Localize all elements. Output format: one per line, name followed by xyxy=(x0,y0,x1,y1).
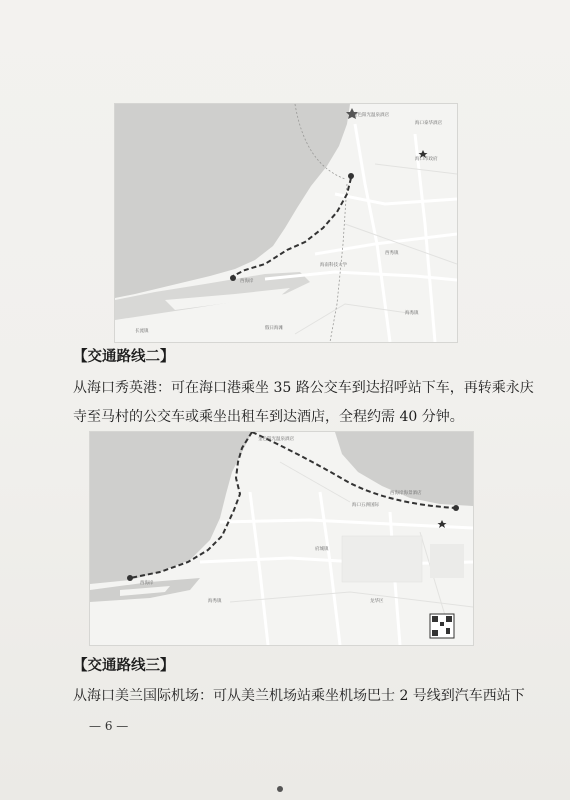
svg-text:海口市政府: 海口市政府 xyxy=(415,157,438,162)
route2-heading: 【交通路线二】 xyxy=(73,348,175,365)
svg-text:府城镇: 府城镇 xyxy=(315,547,329,552)
svg-text:金色阳光温泉酒店: 金色阳光温泉酒店 xyxy=(353,113,389,118)
svg-text:长流镇: 长流镇 xyxy=(135,329,149,334)
route-map-2 xyxy=(89,431,474,646)
svg-text:西海岸: 西海岸 xyxy=(140,581,154,586)
svg-text:海秀镇: 海秀镇 xyxy=(208,599,222,604)
svg-text:海南科技大学: 海南科技大学 xyxy=(320,263,347,268)
route3-heading: 【交通路线三】 xyxy=(73,657,175,674)
route-map-1-graphic xyxy=(115,104,457,342)
route3-text-line-1: 从海口美兰国际机场：可从美兰机场站乘坐机场巴士 2 号线到汽车西站下 xyxy=(73,688,525,704)
svg-text:假日海滩: 假日海滩 xyxy=(265,326,283,331)
route2-text-line-1: 从海口秀英港：可在海口港乘坐 35 路公交车到达招呼站下车，再转乘永庆 xyxy=(73,380,534,396)
page-dot xyxy=(277,786,283,792)
svg-text:海口泰华酒店: 海口泰华酒店 xyxy=(415,121,442,126)
svg-text:龙华区: 龙华区 xyxy=(370,599,384,604)
route2-text-line-2: 寺至马村的公交车或乘坐出租车到达酒店，全程约需 40 分钟。 xyxy=(73,409,464,425)
svg-text:西海岸海景酒店: 西海岸海景酒店 xyxy=(390,491,422,496)
page-number: — 6 — xyxy=(89,719,129,733)
route-map-2-graphic xyxy=(90,432,473,645)
svg-text:海秀镇: 海秀镇 xyxy=(405,311,419,316)
svg-text:海口五洲国际: 海口五洲国际 xyxy=(352,503,379,508)
route-map-1 xyxy=(114,103,458,343)
svg-text:西秀镇: 西秀镇 xyxy=(385,251,399,256)
svg-text:西海岸: 西海岸 xyxy=(240,279,254,284)
svg-text:金色阳光温泉酒店: 金色阳光温泉酒店 xyxy=(258,437,294,442)
